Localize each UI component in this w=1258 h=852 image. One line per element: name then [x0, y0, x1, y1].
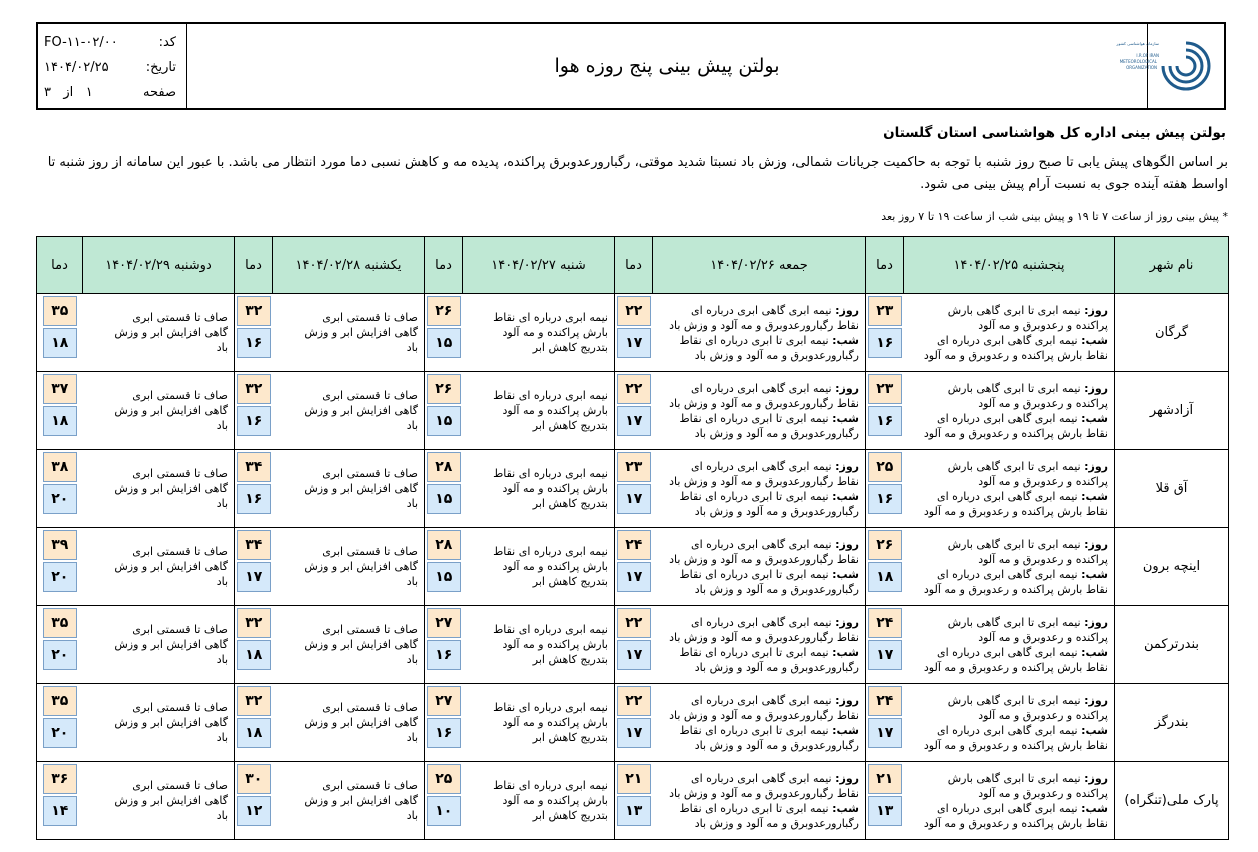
table-row	[37, 684, 1229, 762]
forecast-description: صاف تا قسمتی ابری گاهی افزایش ابر و وزش باد	[83, 762, 235, 840]
temperature-cell	[866, 684, 904, 762]
forecast-description: روز: نیمه ابری گاهی ابری درباره ای نقاط رگبارورعدوبرق و مه آلود و وزش باد شب: نیمه ابری تا ابری درباره ای نقاط رگبارورعدوبرق و مه آلود و وزش باد	[653, 372, 866, 450]
max-temperature: ۳۷	[43, 374, 77, 404]
temperature-cell	[615, 762, 653, 840]
forecast-description: روز: نیمه ابری تا ابری گاهی بارش پراکنده و رعدوبرق و مه آلود شب: نیمه ابری گاهی ابری درباره ای نقاط بارش پراکنده و رعدوبرق و مه آلود	[904, 372, 1115, 450]
min-temperature: ۱۸	[43, 328, 77, 358]
max-temperature: ۲۴	[868, 686, 902, 716]
max-temperature: ۲۲	[617, 374, 651, 404]
forecast-description: روز: نیمه ابری گاهی ابری درباره ای نقاط رگبارورعدوبرق و مه آلود و وزش باد شب: نیمه ابری تا ابری درباره ای نقاط رگبارورعدوبرق و مه آلود و وزش باد	[653, 762, 866, 840]
min-temperature: ۱۷	[617, 562, 651, 592]
forecast-description: نیمه ابری درباره ای نقاط بارش پراکنده و مه آلود بتدریج کاهش ابر	[463, 528, 615, 606]
forecast-description: روز: نیمه ابری تا ابری گاهی بارش پراکنده و رعدوبرق و مه آلود شب: نیمه ابری گاهی ابری درباره ای نقاط بارش پراکنده و رعدوبرق و مه آلود	[904, 684, 1115, 762]
temperature-cell	[37, 372, 83, 450]
forecast-description: روز: نیمه ابری گاهی ابری درباره ای نقاط رگبارورعدوبرق و مه آلود و وزش باد شب: نیمه ابری تا ابری درباره ای نقاط رگبارورعدوبرق و مه آلود و وزش باد	[653, 528, 866, 606]
temperature-cell	[866, 528, 904, 606]
svg-text:ORGANIZATION: ORGANIZATION	[1126, 65, 1157, 70]
table-row	[37, 450, 1229, 528]
forecast-description: صاف تا قسمتی ابری گاهی افزایش ابر و وزش باد	[83, 372, 235, 450]
min-temperature: ۲۰	[43, 562, 77, 592]
table-header-row	[37, 237, 1229, 294]
min-temperature: ۱۷	[617, 640, 651, 670]
min-temperature: ۱۳	[617, 796, 651, 826]
day-header: دوشنبه ۱۴۰۴/۰۲/۲۹	[83, 237, 235, 294]
min-temperature: ۱۷	[617, 406, 651, 436]
forecast-table	[36, 236, 1229, 840]
forecast-description: صاف تا قسمتی ابری گاهی افزایش ابر و وزش باد	[273, 294, 425, 372]
day-header: پنجشنبه ۱۴۰۴/۰۲/۲۵	[904, 237, 1115, 294]
min-temperature: ۱۷	[237, 562, 271, 592]
city-name: گرگان	[1115, 294, 1229, 372]
page-count: ۱ از ۳	[44, 85, 93, 100]
max-temperature: ۲۳	[868, 374, 902, 404]
max-temperature: ۲۶	[427, 374, 461, 404]
city-name: بندرگز	[1115, 684, 1229, 762]
svg-text:سازمان هواشناسی کشور: سازمان هواشناسی کشور	[1116, 41, 1159, 46]
forecast-description: صاف تا قسمتی ابری گاهی افزایش ابر و وزش باد	[273, 450, 425, 528]
forecast-summary: بر اساس الگوهای پیش یابی تا صبح روز شنبه با توجه به حاکمیت جریانات شمالی، وزش باد نسبتا شدید موقتی، رگبارورعدوبرق پراکنده، پدیده مه و کاهش نسبی دما مورد انتظار می باشد. با عبور این سامانه از روز شنبه تا اواسط هفته آینده جوی به نسبت آرام پیش بینی می شود.	[47, 155, 1228, 192]
max-temperature: ۳۵	[43, 296, 77, 326]
min-temperature: ۱۶	[237, 484, 271, 514]
temperature-cell	[615, 372, 653, 450]
date-label: تاریخ:	[145, 60, 176, 75]
temperature-cell	[425, 372, 463, 450]
forecast-description: روز: نیمه ابری گاهی ابری درباره ای نقاط رگبارورعدوبرق و مه آلود و وزش باد شب: نیمه ابری تا ابری درباره ای نقاط رگبارورعدوبرق و مه آلود و وزش باد	[653, 450, 866, 528]
temperature-cell	[615, 528, 653, 606]
date-value: ۱۴۰۴/۰۲/۲۵	[44, 60, 109, 75]
min-temperature: ۱۶	[237, 328, 271, 358]
min-temperature: ۱۶	[427, 718, 461, 748]
time-note: * پیش بینی روز از ساعت ۷ تا ۱۹ و پیش بینی شب از ساعت ۱۹ تا ۷ روز بعد	[881, 210, 1228, 223]
max-temperature: ۳۲	[237, 296, 271, 326]
forecast-description: روز: نیمه ابری تا ابری گاهی بارش پراکنده و رعدوبرق و مه آلود شب: نیمه ابری گاهی ابری درباره ای نقاط بارش پراکنده و رعدوبرق و مه آلود	[904, 294, 1115, 372]
max-temperature: ۳۲	[237, 608, 271, 638]
temperature-cell	[37, 450, 83, 528]
forecast-description: روز: نیمه ابری تا ابری گاهی بارش پراکنده و رعدوبرق و مه آلود شب: نیمه ابری گاهی ابری درباره ای نقاط بارش پراکنده و رعدوبرق و مه آلود	[904, 606, 1115, 684]
max-temperature: ۲۶	[868, 530, 902, 560]
forecast-description: نیمه ابری درباره ای نقاط بارش پراکنده و مه آلود بتدریج کاهش ابر	[463, 294, 615, 372]
temp-header: دما	[425, 237, 463, 294]
forecast-description: نیمه ابری درباره ای نقاط بارش پراکنده و مه آلود بتدریج کاهش ابر	[463, 684, 615, 762]
min-temperature: ۱۴	[43, 796, 77, 826]
min-temperature: ۱۳	[868, 796, 902, 826]
min-temperature: ۱۷	[617, 328, 651, 358]
temperature-cell	[37, 684, 83, 762]
max-temperature: ۲۵	[427, 764, 461, 794]
max-temperature: ۳۵	[43, 686, 77, 716]
max-temperature: ۲۸	[427, 452, 461, 482]
forecast-description: صاف تا قسمتی ابری گاهی افزایش ابر و وزش باد	[83, 606, 235, 684]
min-temperature: ۱۶	[868, 328, 902, 358]
temperature-cell	[425, 528, 463, 606]
temperature-cell	[866, 762, 904, 840]
temperature-cell	[37, 528, 83, 606]
min-temperature: ۱۸	[237, 640, 271, 670]
temperature-cell	[37, 762, 83, 840]
temperature-cell	[615, 294, 653, 372]
max-temperature: ۳۴	[237, 452, 271, 482]
max-temperature: ۲۲	[617, 296, 651, 326]
temperature-cell	[615, 684, 653, 762]
forecast-description: صاف تا قسمتی ابری گاهی افزایش ابر و وزش باد	[273, 528, 425, 606]
temperature-cell	[235, 684, 273, 762]
max-temperature: ۲۵	[868, 452, 902, 482]
day-header: جمعه ۱۴۰۴/۰۲/۲۶	[653, 237, 866, 294]
max-temperature: ۳۶	[43, 764, 77, 794]
bulletin-title: بولتن پیش بینی پنج روزه هوا	[186, 24, 1147, 108]
forecast-description: نیمه ابری درباره ای نقاط بارش پراکنده و مه آلود بتدریج کاهش ابر	[463, 606, 615, 684]
table-row	[37, 762, 1229, 840]
forecast-description: روز: نیمه ابری تا ابری گاهی بارش پراکنده و رعدوبرق و مه آلود شب: نیمه ابری گاهی ابری درباره ای نقاط بارش پراکنده و رعدوبرق و مه آلود	[904, 528, 1115, 606]
temperature-cell	[425, 606, 463, 684]
min-temperature: ۱۶	[868, 484, 902, 514]
temperature-cell	[615, 450, 653, 528]
max-temperature: ۲۲	[617, 686, 651, 716]
table-row	[37, 606, 1229, 684]
max-temperature: ۳۲	[237, 686, 271, 716]
forecast-description: صاف تا قسمتی ابری گاهی افزایش ابر و وزش باد	[273, 684, 425, 762]
temperature-cell	[425, 762, 463, 840]
subtitle: بولتن پیش بینی اداره کل هواشناسی استان گلستان	[883, 125, 1226, 141]
logo	[1116, 24, 1224, 108]
forecast-description: روز: نیمه ابری گاهی ابری درباره ای نقاط رگبارورعدوبرق و مه آلود و وزش باد شب: نیمه ابری تا ابری درباره ای نقاط رگبارورعدوبرق و مه آلود و وزش باد	[653, 684, 866, 762]
min-temperature: ۱۶	[868, 406, 902, 436]
max-temperature: ۲۷	[427, 686, 461, 716]
max-temperature: ۲۳	[868, 296, 902, 326]
temperature-cell	[425, 294, 463, 372]
max-temperature: ۲۲	[617, 608, 651, 638]
forecast-description: روز: نیمه ابری تا ابری گاهی بارش پراکنده و رعدوبرق و مه آلود شب: نیمه ابری گاهی ابری درباره ای نقاط بارش پراکنده و رعدوبرق و مه آلود	[904, 450, 1115, 528]
max-temperature: ۲۱	[868, 764, 902, 794]
table-row	[37, 528, 1229, 606]
document-meta	[38, 24, 186, 108]
city-header: نام شهر	[1115, 237, 1229, 294]
min-temperature: ۱۶	[237, 406, 271, 436]
forecast-description: روز: نیمه ابری تا ابری گاهی بارش پراکنده و رعدوبرق و مه آلود شب: نیمه ابری گاهی ابری درباره ای نقاط بارش پراکنده و رعدوبرق و مه آلود	[904, 762, 1115, 840]
meteorological-organization-logo-icon	[1116, 35, 1217, 97]
min-temperature: ۱۵	[427, 328, 461, 358]
forecast-description: صاف تا قسمتی ابری گاهی افزایش ابر و وزش باد	[83, 294, 235, 372]
max-temperature: ۲۷	[427, 608, 461, 638]
max-temperature: ۲۳	[617, 452, 651, 482]
min-temperature: ۲۰	[43, 718, 77, 748]
max-temperature: ۳۸	[43, 452, 77, 482]
temperature-cell	[425, 684, 463, 762]
temp-header: دما	[37, 237, 83, 294]
code-value: FO-۱۱-۰۲/۰۰	[44, 35, 118, 50]
svg-text:I.R.OF IRAN: I.R.OF IRAN	[1136, 53, 1159, 58]
table-row	[37, 372, 1229, 450]
day-header: شنبه ۱۴۰۴/۰۲/۲۷	[463, 237, 615, 294]
day-header: یکشنبه ۱۴۰۴/۰۲/۲۸	[273, 237, 425, 294]
min-temperature: ۲۰	[43, 640, 77, 670]
page-label: صفحه	[143, 85, 176, 100]
forecast-description: نیمه ابری درباره ای نقاط بارش پراکنده و مه آلود بتدریج کاهش ابر	[463, 450, 615, 528]
forecast-description: صاف تا قسمتی ابری گاهی افزایش ابر و وزش باد	[83, 684, 235, 762]
min-temperature: ۱۷	[868, 718, 902, 748]
max-temperature: ۲۴	[868, 608, 902, 638]
forecast-description: نیمه ابری درباره ای نقاط بارش پراکنده و مه آلود بتدریج کاهش ابر	[463, 762, 615, 840]
city-name: آق قلا	[1115, 450, 1229, 528]
temp-header: دما	[615, 237, 653, 294]
temperature-cell	[235, 450, 273, 528]
min-temperature: ۱۷	[617, 718, 651, 748]
max-temperature: ۲۸	[427, 530, 461, 560]
temperature-cell	[615, 606, 653, 684]
temperature-cell	[235, 606, 273, 684]
min-temperature: ۱۸	[237, 718, 271, 748]
temperature-cell	[866, 294, 904, 372]
min-temperature: ۱۷	[617, 484, 651, 514]
max-temperature: ۳۰	[237, 764, 271, 794]
max-temperature: ۲۱	[617, 764, 651, 794]
max-temperature: ۳۲	[237, 374, 271, 404]
forecast-description: صاف تا قسمتی ابری گاهی افزایش ابر و وزش باد	[273, 762, 425, 840]
forecast-description: صاف تا قسمتی ابری گاهی افزایش ابر و وزش باد	[273, 606, 425, 684]
forecast-description: صاف تا قسمتی ابری گاهی افزایش ابر و وزش باد	[83, 528, 235, 606]
forecast-description: صاف تا قسمتی ابری گاهی افزایش ابر و وزش باد	[273, 372, 425, 450]
city-name: پارک ملی(تنگراه)	[1115, 762, 1229, 840]
min-temperature: ۱۲	[237, 796, 271, 826]
temperature-cell	[37, 294, 83, 372]
temperature-cell	[235, 762, 273, 840]
temperature-cell	[37, 606, 83, 684]
min-temperature: ۲۰	[43, 484, 77, 514]
min-temperature: ۱۶	[427, 640, 461, 670]
code-label: کد:	[158, 35, 176, 50]
city-name: بندرترکمن	[1115, 606, 1229, 684]
city-name: اینچه برون	[1115, 528, 1229, 606]
min-temperature: ۱۸	[868, 562, 902, 592]
temp-header: دما	[866, 237, 904, 294]
min-temperature: ۱۸	[43, 406, 77, 436]
min-temperature: ۱۵	[427, 562, 461, 592]
min-temperature: ۱۷	[868, 640, 902, 670]
min-temperature: ۱۵	[427, 484, 461, 514]
min-temperature: ۱۵	[427, 406, 461, 436]
temperature-cell	[425, 450, 463, 528]
max-temperature: ۲۶	[427, 296, 461, 326]
max-temperature: ۲۴	[617, 530, 651, 560]
max-temperature: ۳۵	[43, 608, 77, 638]
min-temperature: ۱۰	[427, 796, 461, 826]
bulletin-header	[36, 22, 1226, 110]
svg-text:METEOROLOGICAL: METEOROLOGICAL	[1119, 59, 1157, 64]
temperature-cell	[235, 372, 273, 450]
temperature-cell	[235, 294, 273, 372]
forecast-description: روز: نیمه ابری گاهی ابری درباره ای نقاط رگبارورعدوبرق و مه آلود و وزش باد شب: نیمه ابری تا ابری درباره ای نقاط رگبارورعدوبرق و مه آلود و وزش باد	[653, 606, 866, 684]
temperature-cell	[866, 450, 904, 528]
forecast-description: نیمه ابری درباره ای نقاط بارش پراکنده و مه آلود بتدریج کاهش ابر	[463, 372, 615, 450]
temperature-cell	[235, 528, 273, 606]
temperature-cell	[866, 606, 904, 684]
max-temperature: ۳۴	[237, 530, 271, 560]
temperature-cell	[866, 372, 904, 450]
forecast-description: روز: نیمه ابری گاهی ابری درباره ای نقاط رگبارورعدوبرق و مه آلود و وزش باد شب: نیمه ابری تا ابری درباره ای نقاط رگبارورعدوبرق و مه آلود و وزش باد	[653, 294, 866, 372]
max-temperature: ۳۹	[43, 530, 77, 560]
city-name: آزادشهر	[1115, 372, 1229, 450]
table-row	[37, 294, 1229, 372]
temp-header: دما	[235, 237, 273, 294]
forecast-description: صاف تا قسمتی ابری گاهی افزایش ابر و وزش باد	[83, 450, 235, 528]
